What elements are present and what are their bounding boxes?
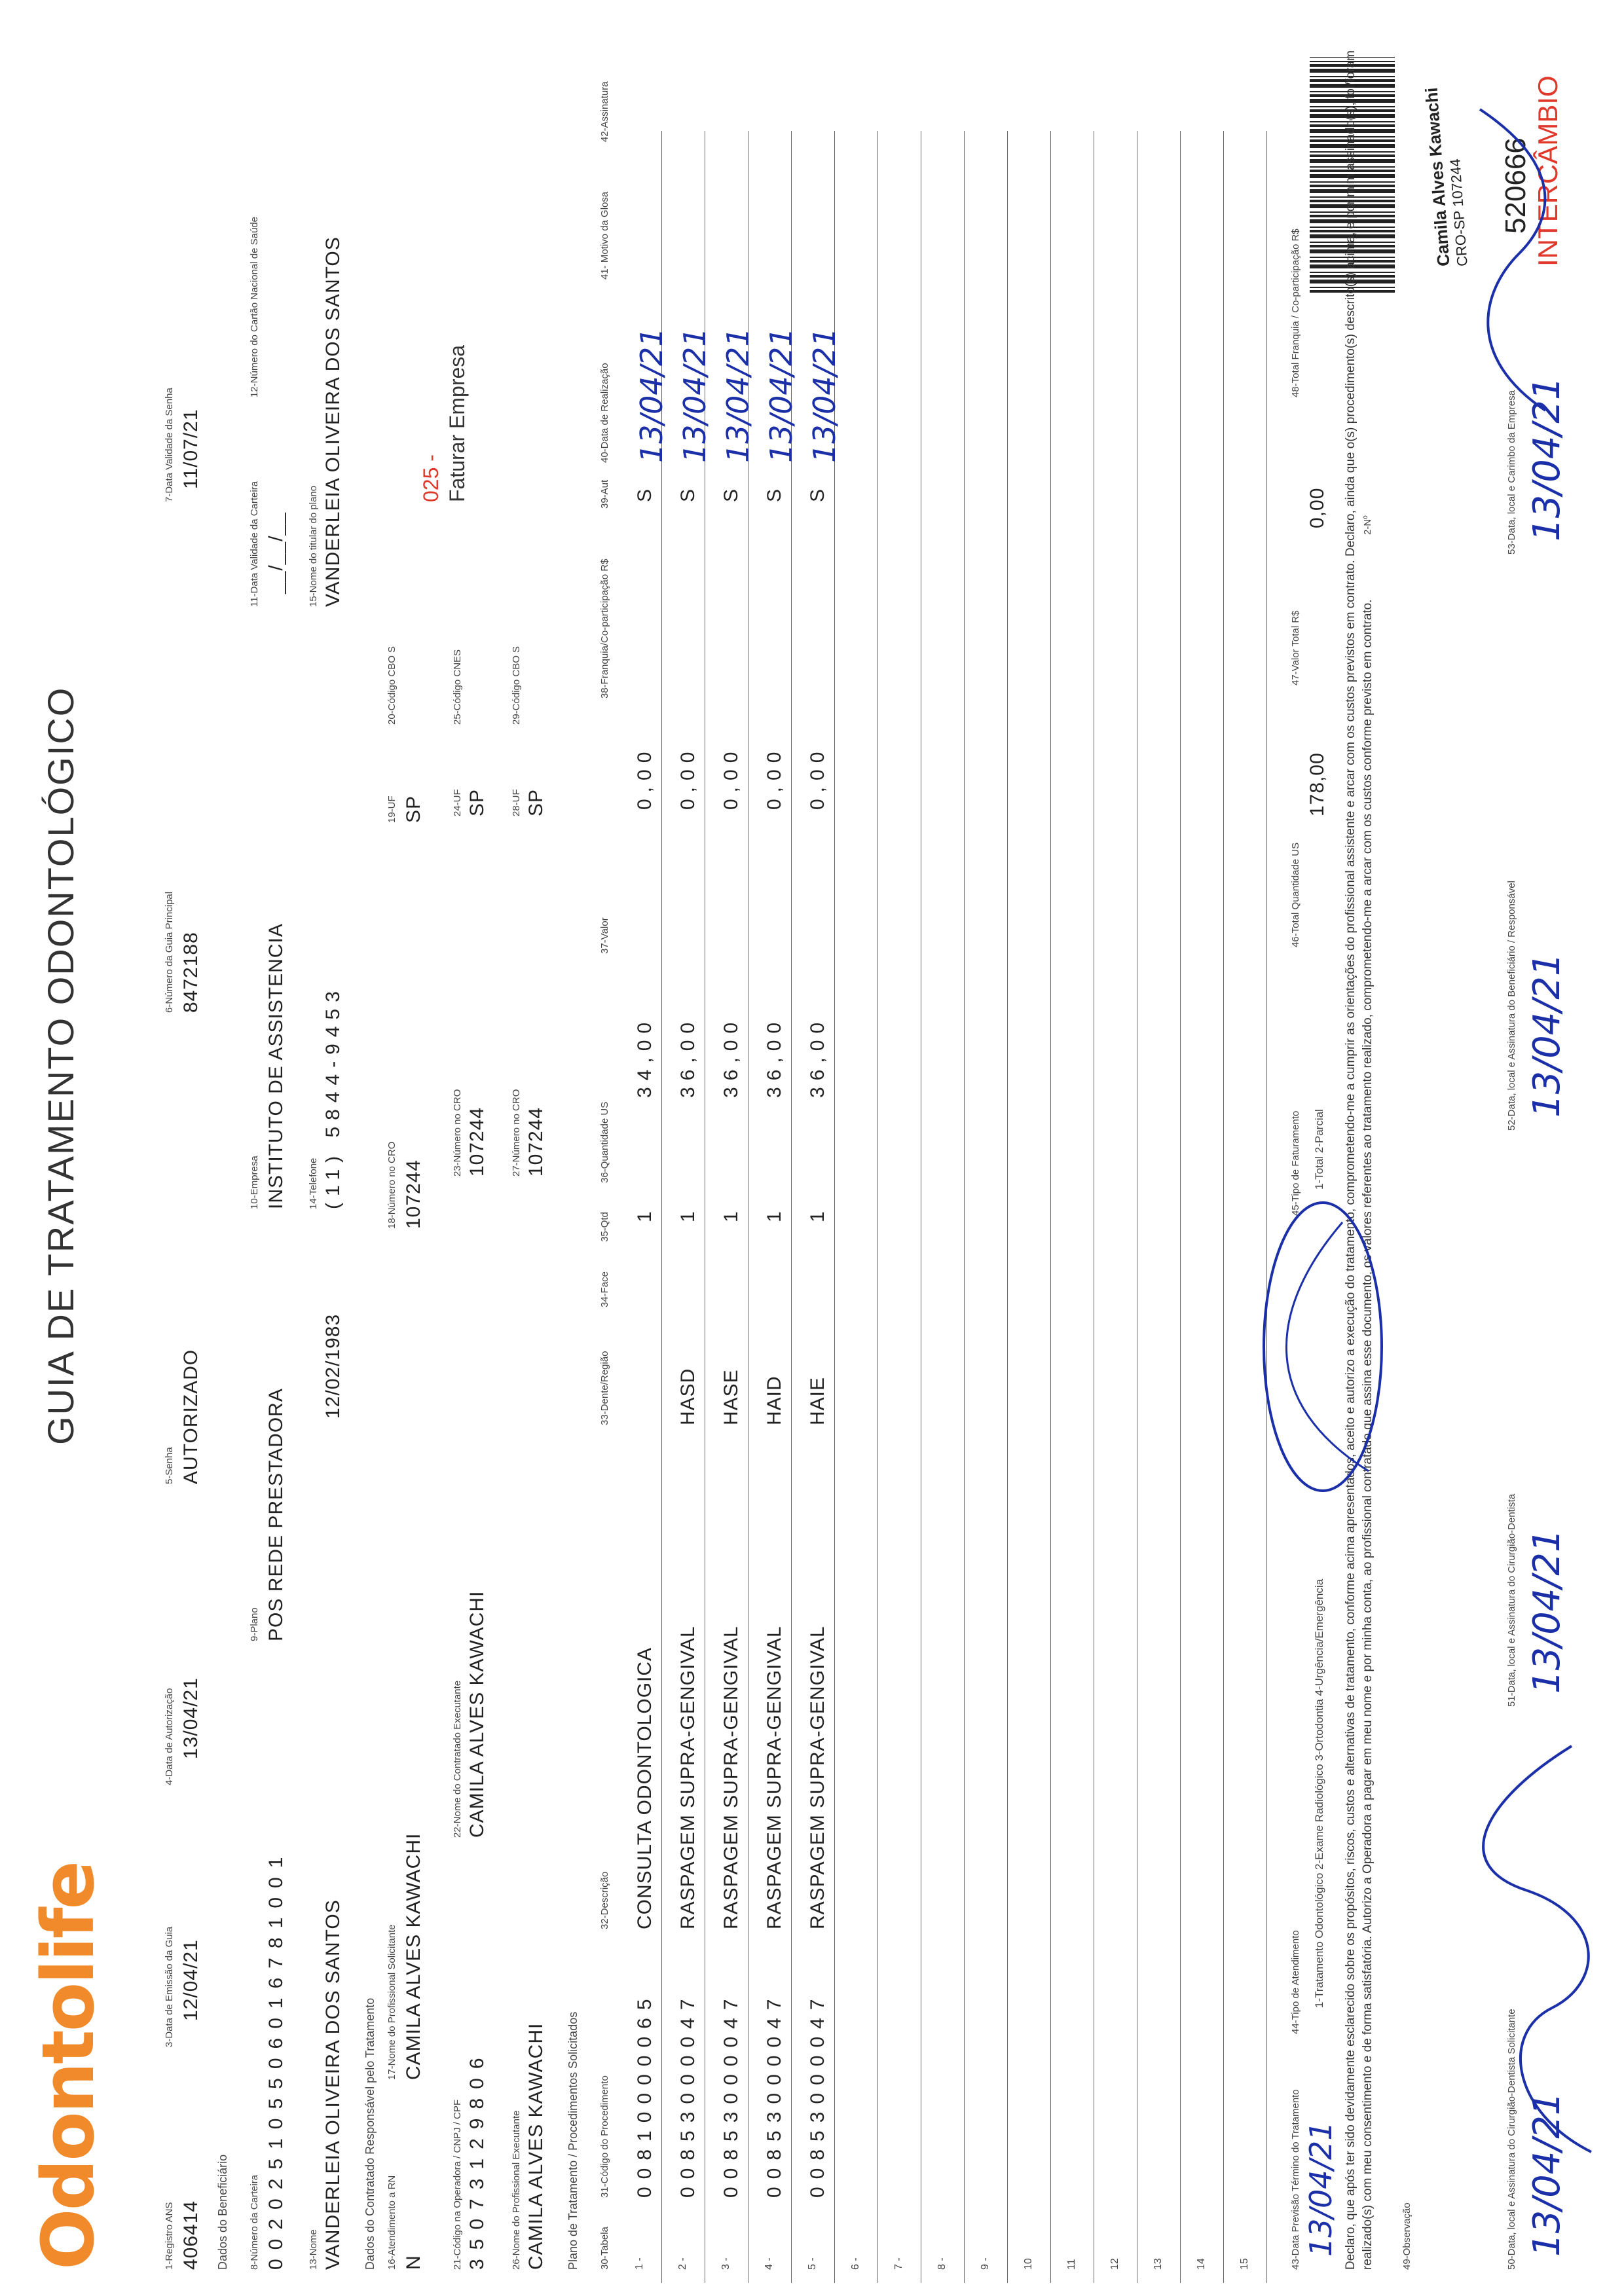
codigo-operadora-label: 21-Código na Operadora / CNPJ / CPF <box>452 2099 463 2270</box>
col-tabela: 30-Tabela <box>599 2227 610 2270</box>
nome-value: VANDERLEIA OLIVEIRA DOS SANTOS <box>322 1899 344 2270</box>
form-title: GUIA DE TRATAMENTO ODONTOLÓGICO <box>40 686 81 1445</box>
cell-desc: RASPAGEM SUPRA-GENGIVAL <box>807 1626 828 1929</box>
uf-24-label: 24-UF <box>452 789 463 816</box>
plano-value: POS REDE PRESTADORA <box>265 1388 287 1641</box>
cell-code: 00853000047 <box>677 1991 699 2198</box>
guide-number-label: 2-Nº <box>1362 515 1373 535</box>
carteira-value: 002025105506016781001 <box>265 1848 287 2270</box>
data-autorizacao-label: 4-Data de Autorização <box>164 1688 175 1785</box>
cbo-20-label: 20-Código CBO S <box>386 646 397 725</box>
uf-28-value: SP <box>525 788 547 816</box>
sig53-label: 53-Data, local e Carimbo da Empresa <box>1506 390 1517 555</box>
table-row <box>964 131 965 2283</box>
signature-scribble-53 <box>1454 96 1585 424</box>
validade-senha-label: 7-Data Validade da Senha <box>164 388 175 502</box>
cell-tooth: HASE <box>720 1369 742 1425</box>
cell-desc: CONSULTA ODONTOLOGICA <box>634 1647 655 1929</box>
col-data: 40-Data de Realização <box>599 363 610 463</box>
valor-total-label: 47-Valor Total R$ <box>1290 610 1301 685</box>
cbo-29-label: 29-Código CBO S <box>511 646 522 725</box>
telefone-label: 14-Telefone <box>308 1157 319 1209</box>
cell-num: 13 <box>1153 2258 1164 2270</box>
data-autorizacao-value: 13/04/21 <box>180 1677 202 1759</box>
col-face: 34-Face <box>599 1271 610 1307</box>
cro-18-value: 107244 <box>403 1159 424 1229</box>
previsao-termino-label: 43-Data Previsão Término do Tratamento <box>1290 2089 1301 2270</box>
prof-executante-value: CAMILA ALVES KAWACHI <box>525 2022 547 2270</box>
empresa-label: 10-Empresa <box>249 1156 260 1209</box>
table-row <box>1007 131 1008 2283</box>
cell-num: 10 <box>1023 2258 1034 2270</box>
uf-24-value: SP <box>466 788 488 816</box>
cell-num: 7 - <box>893 2257 904 2270</box>
cell-num: 8 - <box>936 2257 948 2270</box>
telefone-value: (11) 5844-9453 <box>322 985 344 1209</box>
cell-us: 36,00 <box>677 1015 699 1098</box>
cell-tooth: HAID <box>764 1376 785 1425</box>
cell-valor: 0,00 <box>807 745 828 810</box>
data-emissao-label: 3-Data de Emissão da Guia <box>164 1926 175 2047</box>
tipo-faturamento-label: 45-Tipo de Faturamento <box>1290 1110 1301 1216</box>
guia-principal-label: 6-Número da Guia Principal <box>164 891 175 1013</box>
validade-senha-value: 11/07/21 <box>180 409 202 489</box>
faturar-text: Faturar Empresa <box>445 344 469 502</box>
sig51-label: 51-Data, local e Assinatura do Cirurgião-Dentista <box>1506 1493 1517 1707</box>
cell-us: 36,00 <box>807 1015 828 1098</box>
cell-num: 4 - <box>764 2257 775 2270</box>
uf-19-value: SP <box>403 795 424 823</box>
cell-date: 13/04/21 <box>807 327 842 463</box>
cell-date: 13/04/21 <box>677 327 712 463</box>
cell-valor: 0,00 <box>634 745 655 810</box>
codigo-operadora-value: 35073129806 <box>466 2049 488 2270</box>
valor-total-value: 0,00 <box>1306 487 1328 528</box>
cell-num: 9 - <box>980 2257 991 2270</box>
previsao-termino-value: 13/04/21 <box>1303 2121 1338 2257</box>
cell-aut: S <box>677 488 699 502</box>
stamp-name: Camila Alves Kawachi <box>1421 86 1454 267</box>
cartao-nacional-label: 12-Número do Cartão Nacional de Saúde <box>249 217 260 397</box>
cell-num: 1 - <box>634 2257 645 2270</box>
prof-solicitante-value: CAMILA ALVES KAWACHI <box>403 1832 424 2080</box>
plano-tratamento-heading: Plano de Tratamento / Procedimentos Solicitados <box>566 2011 580 2270</box>
stamp-cro: CRO-SP 107244 <box>1447 158 1471 267</box>
uf-19-label: 19-UF <box>386 795 397 823</box>
nascimento-value: 12/02/1983 <box>322 1313 344 1419</box>
cell-code: 00853000047 <box>807 1991 828 2198</box>
col-qtd-us: 36-Quantidade US <box>599 1101 610 1183</box>
signature-scribble-50 <box>1473 1707 1617 2165</box>
cell-us: 36,00 <box>764 1015 785 1098</box>
col-assinatura: 42-Assinatura <box>599 81 610 142</box>
total-us-label: 46-Total Quantidade US <box>1290 842 1301 947</box>
empresa-value: INSTITUTO DE ASSISTENCIA <box>265 923 287 1209</box>
faturar-code: 025 - <box>419 454 443 502</box>
cro-27-value: 107244 <box>525 1106 547 1176</box>
cell-desc: RASPAGEM SUPRA-GENGIVAL <box>677 1626 699 1929</box>
col-aut: 39-Aut <box>599 479 610 509</box>
cell-us: 34,00 <box>634 1015 655 1098</box>
guide-number: 520666 <box>1500 137 1532 234</box>
cell-aut: S <box>634 488 655 502</box>
cell-tooth: HASD <box>677 1368 699 1425</box>
cnes-25-label: 25-Código CNES <box>452 649 463 725</box>
cell-num: 12 <box>1109 2258 1120 2270</box>
sig53-date: 13/04/21 <box>1526 376 1568 541</box>
cell-aut: S <box>720 488 742 502</box>
guia-principal-value: 8472188 <box>180 932 202 1013</box>
senha-label: 5-Senha <box>164 1447 175 1484</box>
cell-code: 00853000047 <box>720 1991 742 2198</box>
nome-label: 13-Nome <box>308 2229 319 2270</box>
cro-23-value: 107244 <box>466 1106 488 1176</box>
cell-tooth: HAIE <box>807 1376 828 1425</box>
table-row <box>1050 131 1051 2283</box>
cell-valor: 0,00 <box>764 745 785 810</box>
col-dente: 33-Dente/Região <box>599 1351 610 1425</box>
senha-value: AUTORIZADO <box>180 1349 202 1484</box>
observacao-label: 49-Observação <box>1401 2202 1412 2270</box>
plano-label: 9-Plano <box>249 1607 260 1641</box>
cell-qty: 1 <box>764 1211 785 1222</box>
registro-ans-value: 406414 <box>180 2200 202 2270</box>
col-valor: 37-Valor <box>599 917 610 954</box>
tipo-atendimento-options: 1-Tratamento Odontológico 2-Exame Radiológico 3-Ortodontia 4-Urgência/Emergência <box>1313 1578 1325 2008</box>
cell-aut: S <box>764 488 785 502</box>
registro-ans-label: 1-Registro ANS <box>164 2202 175 2270</box>
cell-desc: RASPAGEM SUPRA-GENGIVAL <box>720 1626 742 1929</box>
carteira-label: 8-Número da Carteira <box>249 2174 260 2270</box>
cell-desc: RASPAGEM SUPRA-GENGIVAL <box>764 1626 785 1929</box>
cell-valor: 0,00 <box>720 745 742 810</box>
cell-num: 5 - <box>807 2257 818 2270</box>
titular-label: 15-Nome do titular do plano <box>308 485 319 607</box>
uf-28-label: 28-UF <box>511 789 522 816</box>
cro-18-label: 18-Número no CRO <box>386 1141 397 1229</box>
cell-num: 11 <box>1066 2259 1077 2270</box>
cell-us: 36,00 <box>720 1015 742 1098</box>
col-codigo: 31-Código do Procedimento <box>599 2075 610 2198</box>
cro-23-label: 23-Número no CRO <box>452 1089 463 1176</box>
titular-value: VANDERLEIA OLIVEIRA DOS SANTOS <box>322 236 344 607</box>
cell-date: 13/04/21 <box>634 327 669 463</box>
col-qtd: 35-Qtd <box>599 1212 610 1242</box>
atendimento-rn-label: 16-Atendimento a RN <box>386 2175 397 2270</box>
odontolife-logo: Odontolife <box>26 1862 110 2270</box>
tipo-atendimento-label: 44-Tipo de Atendimento <box>1290 1930 1301 2034</box>
sig52-date: 13/04/21 <box>1526 953 1568 1118</box>
signature-scribble-51 <box>1238 1183 1408 1510</box>
cell-num: 2 - <box>677 2257 688 2270</box>
total-us-value: 178,00 <box>1306 752 1328 816</box>
prof-executante-label: 26-Nome do Profissional Executante <box>511 2110 522 2270</box>
dados-beneficiario-heading: Dados do Beneficiário <box>216 2154 229 2270</box>
total-franquia-label: 48-Total Franquia / Co-participação R$ <box>1290 228 1301 397</box>
col-descricao: 32-Descrição <box>599 1871 610 1929</box>
sig51-date: 13/04/21 <box>1526 1529 1568 1694</box>
cell-code: 00810000065 <box>634 1991 655 2198</box>
sig50-label: 50-Data, local e Assinatura do Cirurgião-Dentista Solicitante <box>1506 2009 1517 2270</box>
cell-qty: 1 <box>807 1211 828 1222</box>
declaration-text: Declaro, que após ter sido devidamente esclarecido sobre os propósitos, riscos, custos e alternativas de tratamento, conforme acima apresentados, aceito e autorizo a execução do tratamento, comprometendo-me a cumprir as orientações do profissional assistente e arcar com os custos previstos em contrato. Declaro, ainda que o(s) procedimento(s) descrito(s) acima, e por mim assinado(s), foi/foram realizado(s) com meu consentimento e de forma satisfatória. Autorizo a Operadora a pagar em meu nome e por minha conta, ao profissional contratado que assina esse documento, os valores referentes ao tratamento realizado, comprometendo-me a arcar com os custos conforme previsto em contrato. <box>1344 50 1375 2270</box>
col-glosa: 41- Motivo da Glosa <box>599 191 610 280</box>
validade-carteira-label: 11-Data Validade da Carteira <box>249 481 260 607</box>
cell-num: 15 <box>1239 2258 1250 2270</box>
cell-date: 13/04/21 <box>764 327 799 463</box>
contratado-executante-label: 22-Nome do Contratado Executante <box>452 1680 463 1838</box>
cell-valor: 0,00 <box>677 745 699 810</box>
cell-date: 13/04/21 <box>720 327 756 463</box>
table-row <box>1223 131 1224 2283</box>
cell-num: 3 - <box>720 2257 731 2270</box>
intercambio-tag: INTERCÂMBIO <box>1532 75 1563 266</box>
atendimento-rn-value: N <box>403 2255 424 2270</box>
table-row <box>1180 131 1181 2283</box>
col-franquia: 38-Franquia/Co-participação R$ <box>599 558 610 699</box>
cro-27-label: 27-Número no CRO <box>511 1089 522 1176</box>
contratado-executante-value: CAMILA ALVES KAWACHI <box>466 1590 488 1838</box>
table-row <box>877 131 878 2283</box>
cell-qty: 1 <box>720 1211 742 1222</box>
cell-code: 00853000047 <box>764 1991 785 2198</box>
sig50-date: 13/04/21 <box>1526 2092 1568 2257</box>
cell-qty: 1 <box>634 1211 655 1222</box>
cell-aut: S <box>807 488 828 502</box>
tipo-faturamento-options: 1-Total 2-Parcial <box>1313 1109 1325 1190</box>
sig52-label: 52-Data, local e Assinatura do Beneficiário / Responsável <box>1506 881 1517 1131</box>
prof-solicitante-label: 17-Nome do Profissional Solicitante <box>386 1924 397 2080</box>
data-emissao-value: 12/04/21 <box>180 1939 202 2021</box>
validade-carteira-value: __/__/__ <box>265 512 287 594</box>
cell-num: 14 <box>1196 2258 1207 2270</box>
cell-num: 6 - <box>850 2257 861 2270</box>
dados-contratado-heading: Dados do Contratado Responsável pelo Tratamento <box>363 1997 377 2270</box>
cell-qty: 1 <box>677 1211 699 1222</box>
